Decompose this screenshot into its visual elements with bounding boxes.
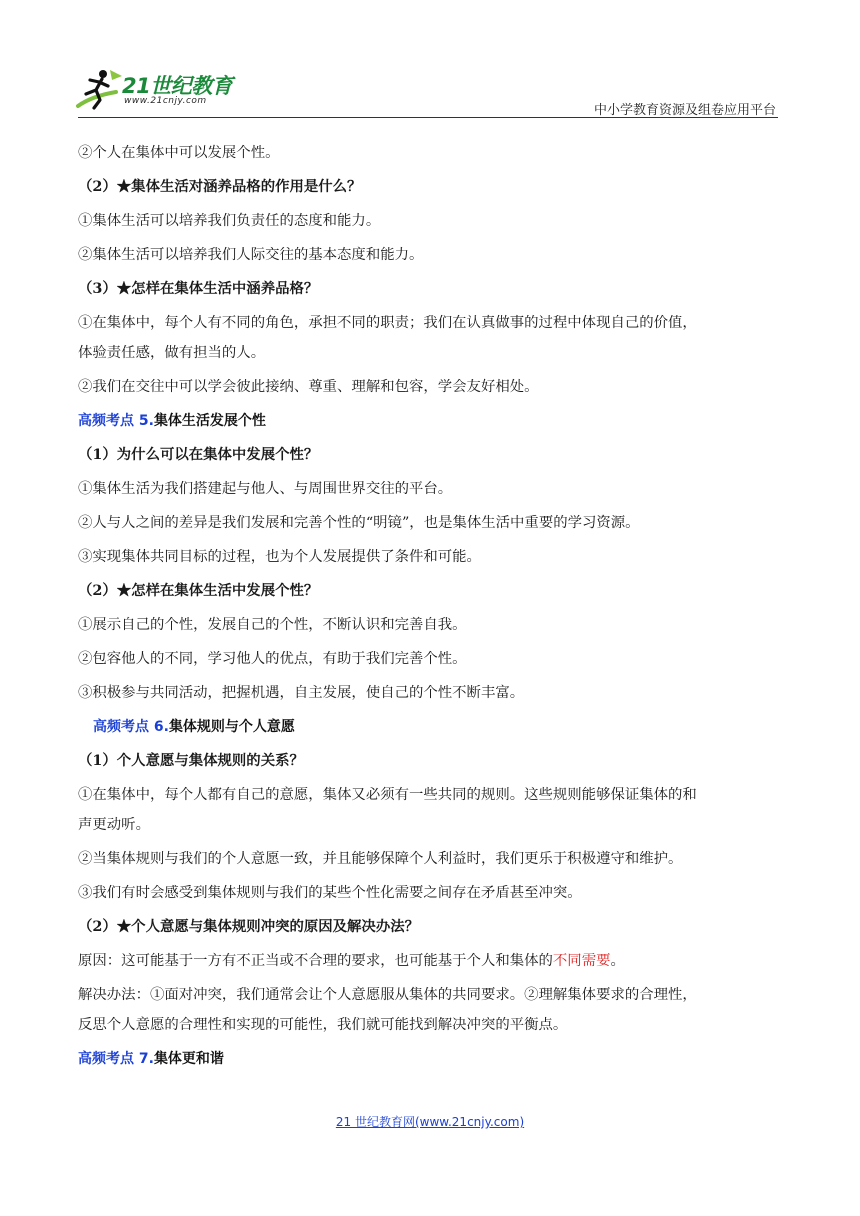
question-heading: （2）★个人意愿与集体规则冲突的原因及解决办法？ bbox=[78, 918, 419, 935]
keypoint-heading-5 bbox=[78, 412, 782, 430]
runner-logo-icon bbox=[72, 66, 124, 112]
reason-line bbox=[78, 952, 782, 970]
keypoint-title: 集体生活发展个性 bbox=[153, 413, 266, 429]
platform-title: 中小学教育资源及组卷应用平台 bbox=[593, 103, 776, 118]
keypoint-heading-7 bbox=[78, 1050, 782, 1068]
keypoint-title: 集体规则与个人意愿 bbox=[168, 719, 295, 735]
body-line: ③我们有时会感受到集体规则与我们的某些个性化需要之间存在矛盾甚至冲突。 bbox=[78, 885, 582, 901]
question-heading: （1）个人意愿与集体规则的关系？ bbox=[78, 752, 304, 769]
body-line: ①展示自己的个性，发展自己的个性，不断认识和完善自我。 bbox=[78, 617, 467, 633]
body-line: ②集体生活可以培养我们人际交往的基本态度和能力。 bbox=[78, 247, 424, 263]
body-line: ②个人在集体中可以发展个性。 bbox=[78, 145, 280, 161]
keypoint-heading-6 bbox=[78, 718, 782, 736]
document-body bbox=[78, 140, 782, 1068]
keypoint-tag: 高频考点 6. bbox=[93, 719, 169, 735]
reason-text: 原因：这可能基于一方有不正当或不合理的要求，也可能基于个人和集体的 bbox=[78, 953, 553, 969]
header-divider bbox=[78, 117, 778, 118]
question-heading: （1）为什么可以在集体中发展个性？ bbox=[78, 446, 319, 463]
site-logo[interactable] bbox=[72, 66, 244, 112]
question-heading: （3）★怎样在集体生活中涵养品格？ bbox=[78, 280, 319, 297]
body-line: ②当集体规则与我们的个人意愿一致，并且能够保障个人利益时，我们更乐于积极遵守和维护。 bbox=[78, 851, 683, 867]
body-line: ③积极参与共同活动，把握机遇，自主发展，使自己的个性不断丰富。 bbox=[78, 685, 525, 701]
keypoint-tag: 高频考点 7. bbox=[78, 1051, 154, 1067]
body-line: ②包容他人的不同，学习他人的优点，有助于我们完善个性。 bbox=[78, 651, 467, 667]
keypoint-title: 集体更和谐 bbox=[153, 1051, 224, 1067]
body-line: ①在集体中，每个人有不同的角色，承担不同的职责；我们在认真做事的过程中体现自己的价值， bbox=[78, 315, 697, 331]
question-heading: （2）★集体生活对涵养品格的作用是什么？ bbox=[78, 178, 362, 195]
reason-end: 。 bbox=[610, 953, 625, 969]
logo-subtext: www.21cnjy.com bbox=[124, 96, 207, 106]
body-line: 体验责任感，做有担当的人。 bbox=[78, 345, 266, 361]
keypoint-tag: 高频考点 5. bbox=[78, 413, 154, 429]
highlight-text: 不同需要 bbox=[552, 953, 611, 969]
page-header bbox=[0, 0, 860, 120]
body-line: ②人与人之间的差异是我们发展和完善个性的“明镜”，也是集体生活中重要的学习资源。 bbox=[78, 515, 640, 531]
logo-text: 21世纪教育 bbox=[122, 74, 233, 98]
page-footer bbox=[0, 1113, 860, 1130]
body-line: 声更动听。 bbox=[78, 817, 150, 833]
body-line: ②我们在交往中可以学会彼此接纳、尊重、理解和包容，学会友好相处。 bbox=[78, 379, 539, 395]
body-line: ①集体生活可以培养我们负责任的态度和能力。 bbox=[78, 213, 381, 229]
body-line: ①集体生活为我们搭建起与他人、与周围世界交往的平台。 bbox=[78, 481, 453, 497]
body-line: ①在集体中，每个人都有自己的意愿，集体又必须有一些共同的规则。这些规则能够保证集体的和 bbox=[78, 787, 697, 803]
body-line: 解决办法：①面对冲突，我们通常会让个人意愿服从集体的共同要求。②理解集体要求的合理性， bbox=[78, 987, 697, 1003]
footer-link[interactable]: 21 世纪教育网(www.21cnjy.com) bbox=[335, 1115, 525, 1129]
question-heading: （2）★怎样在集体生活中发展个性？ bbox=[78, 582, 319, 599]
body-line: ③实现集体共同目标的过程，也为个人发展提供了条件和可能。 bbox=[78, 549, 481, 565]
body-line: 反思个人意愿的合理性和实现的可能性，我们就可能找到解决冲突的平衡点。 bbox=[78, 1017, 568, 1033]
